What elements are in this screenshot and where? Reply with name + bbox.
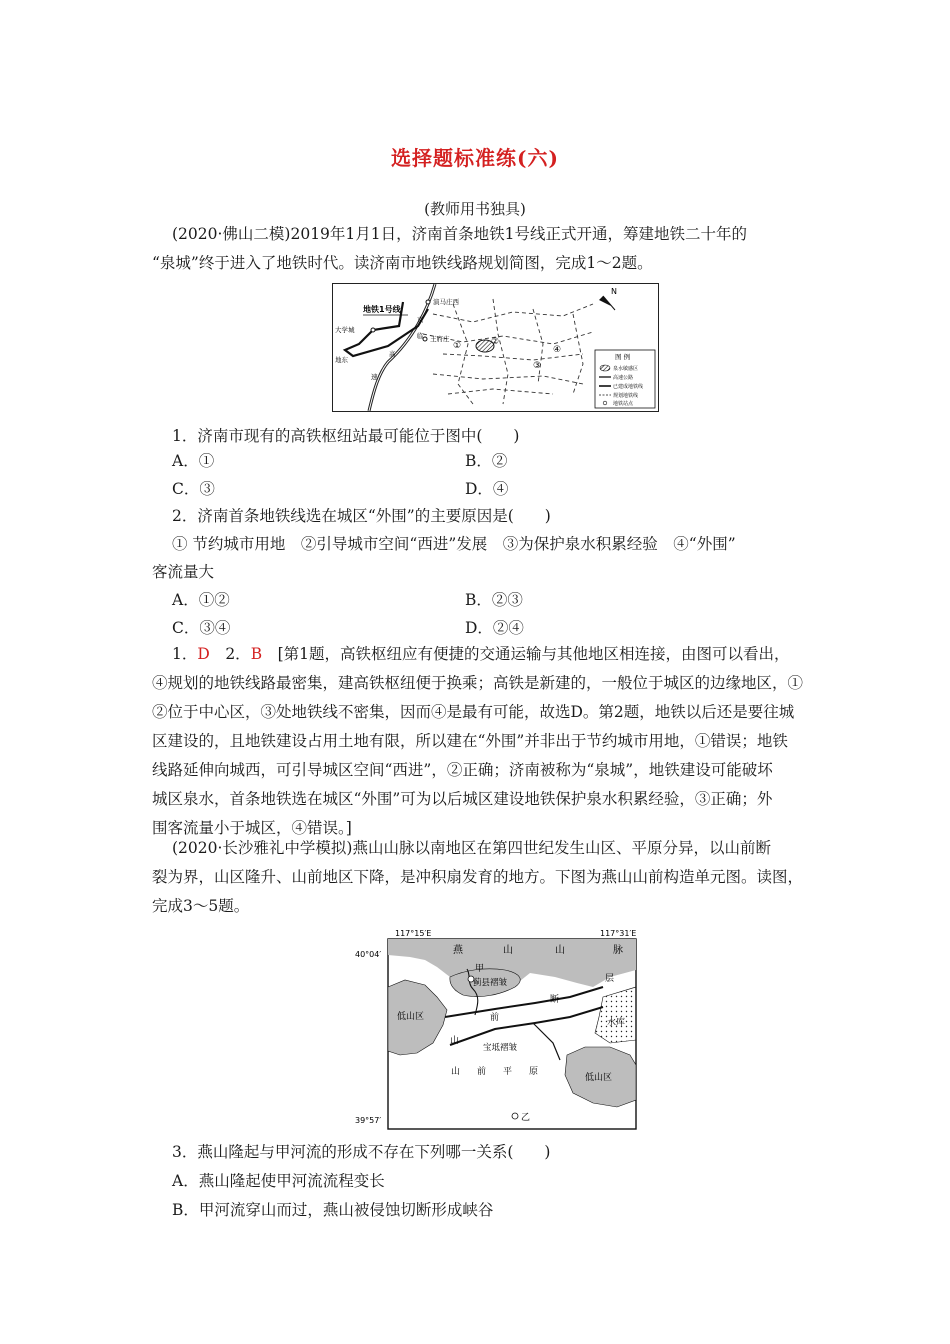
q2-option-a: A．①② [172,591,230,609]
jinan-metro-map [332,283,659,412]
answer-line5: 线路延伸向城西，可引导城区空间“西进”，②正确；济南被称为“泉城”，地铁建设可能破坏 [152,761,773,779]
lon-right: 117°31′E [600,929,637,938]
q2-choices-line1: ① 节约城市用地 ②引导城市空间“西进”发展 ③为保护泉水积累经验 ④“外围” [172,535,736,553]
label-duan: 断 [550,995,560,1005]
legend-item-spring: 泉水敏感区 [613,366,639,372]
label-wangfuzhuang: 王府庄 [430,335,450,343]
label-mai: 脉 [613,945,623,956]
lon-left: 117°15′E [395,929,432,938]
legend-item-highway: 高速公路 [613,375,634,381]
label-baodi-fold: 宝坻褶皱 [483,1043,518,1053]
marker-2: ② [491,337,500,347]
label-shan3: 山 [450,1036,460,1046]
q3-option-b: B．甲河流穿山而过，燕山被侵蚀切断形成峡谷 [172,1201,494,1219]
lat-top: 40°04′ [355,950,382,959]
q3-stem: 3．燕山隆起与甲河流的形成不存在下列哪一关系( ) [172,1143,551,1161]
answer-num1: 1． [172,645,198,663]
answer-line2: ④规划的地铁线路最密集，建高铁枢纽便于换乘；高铁是新建的，一般位于城区的边缘地区，① [152,674,804,692]
intro2-line1: (2020·长沙雅礼中学模拟)燕山山脉以南地区在第四世纪发生山区、平原分异，以山前断 [172,839,771,857]
intro1-line2: “泉城”终于进入了地铁时代。读济南市地铁线路规划简图，完成1～2题。 [152,254,653,272]
label-lin: 临 [417,332,424,340]
metro-line-label: 地铁1号线 [363,305,401,314]
label-reservoir: 水库 [607,1018,626,1028]
label-yi: 乙 [521,1113,531,1123]
q1-option-c: C．③ [172,480,215,498]
label-shan1: 山 [503,945,513,956]
intro2-line3: 完成3～5题。 [152,897,250,915]
q1-option-d: D．④ [465,480,509,498]
legend-item-built-line: 已建成地铁线 [613,384,644,390]
q2-stem: 2．济南首条地铁线选在城区“外围”的主要原因是( ) [172,507,551,525]
page-subtitle: (教师用书独具) [424,200,526,218]
q3-option-a: A．燕山隆起使甲河流流程变长 [172,1172,385,1190]
label-yanmazhuang: 演马庄西 [433,298,459,306]
answer-line3: ②位于中心区，③处地铁线不密集，因而④是最有可能，故选D。第2题，地铁以后还是要往城 [152,703,795,721]
label-su: 速 [371,373,378,381]
label-jixian-fold: 蓟县褶皱 [473,978,508,988]
label-didong: 地东 [335,356,348,364]
answer-num2: 2． [209,645,251,663]
jinan-metro-map-svg [333,284,658,411]
answer-text1: [第1题，高铁枢纽应有便捷的交通运输与其他地区相连接，由图可以看出， [262,645,790,663]
label-jia: 甲 [475,964,485,974]
label-gao: 高 [389,350,396,358]
label-daxuecheng: 大学城 [335,326,355,334]
marker-3: ③ [533,361,542,371]
north-arrow-icon [599,296,615,310]
marker-1: ① [453,341,462,351]
north-label: N [611,287,617,296]
label-low-left: 低山区 [397,1012,425,1022]
label-plain-3: 平 [503,1067,513,1077]
intro2-line2: 裂为界，山区隆升、山前地区下降，是冲积扇发育的地方。下图为燕山山前构造单元图。读图， [152,868,804,886]
label-plain-1: 山 [451,1067,461,1077]
answer-line7: 围客流量小于城区，④错误。] [152,819,352,837]
label-low-right: 低山区 [585,1073,613,1083]
label-qian: 前 [490,1013,500,1023]
page-title: 选择题标准练(六) [391,146,559,170]
label-jing: 京 [417,316,424,324]
answer-2: B [250,645,263,663]
q2-option-d: D．②④ [465,619,524,637]
yanshan-map-svg [355,925,645,1135]
label-plain-2: 前 [477,1067,487,1077]
answer-line1 [172,640,822,669]
q1-option-a: A．① [172,452,215,470]
legend-title: 图 例 [615,353,631,361]
legend-item-station: 地铁站点 [613,401,634,407]
answer-line6: 城区泉水，首条地铁选在城区“外围”可为以后城区建设地铁保护泉水积累经验，③正确；外 [152,790,773,808]
lat-bottom: 39°57′ [355,1116,382,1125]
label-plain-4: 原 [529,1067,539,1077]
answer-line4: 区建设的，且地铁建设占用土地有限，所以建在“外围”并非出于节约城市用地，①错误；地铁 [152,732,788,750]
marker-4: ④ [553,345,562,355]
q1-stem: 1．济南市现有的高铁枢纽站最可能位于图中( ) [172,427,520,445]
label-shan2: 山 [555,945,565,956]
q2-choices-line2: 客流量大 [152,563,215,581]
answer-1: D [197,645,210,663]
q1-option-b: B．② [465,452,508,470]
q2-option-c: C．③④ [172,619,231,637]
label-ceng: 层 [605,974,615,984]
intro1-line1: (2020·佛山二模)2019年1月1日，济南首条地铁1号线正式开通，筹建地铁二十年的 [172,225,748,243]
legend-item-planned-line: 规划地铁线 [613,393,639,399]
q2-option-b: B．②③ [465,591,523,609]
yanshan-tectonic-map [355,925,645,1135]
label-yan: 燕 [453,945,463,956]
